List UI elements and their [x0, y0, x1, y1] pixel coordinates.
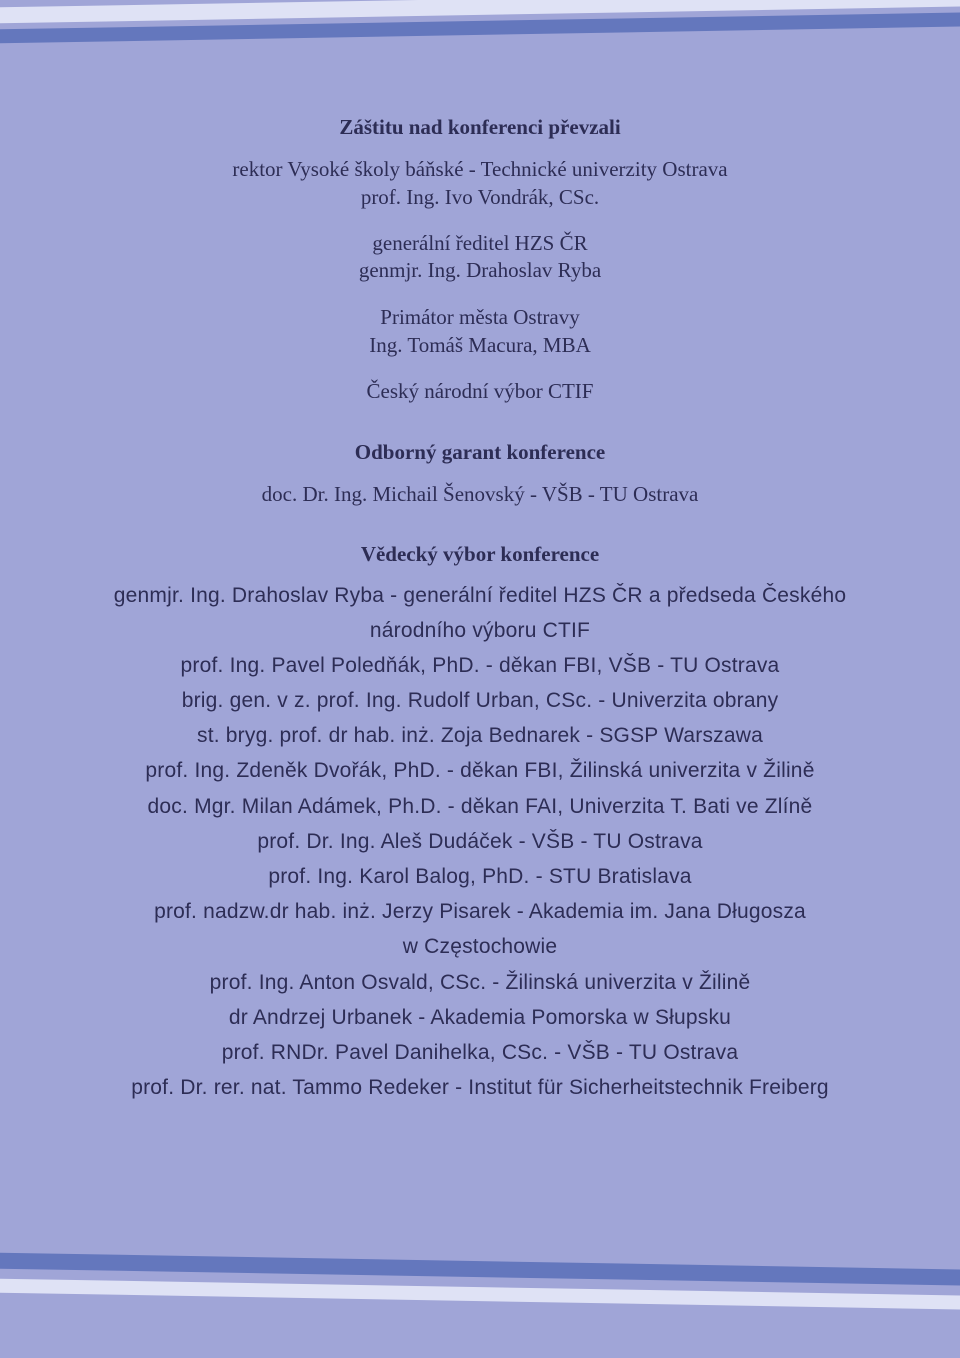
patronage-line: rektor Vysoké školy báňské - Technické univerzity Ostrava: [232, 157, 728, 181]
committee-line: prof. Ing. Pavel Poledňák, PhD. - děkan FBI, VŠB - TU Ostrava: [180, 654, 780, 677]
committee-line: dr Andrzej Urbanek - Akademia Pomorska w Słupsku: [228, 1006, 732, 1029]
committee-line: národního výboru CTIF: [369, 619, 591, 642]
committee-line: prof. RNDr. Pavel Danihelka, CSc. - VŠB - TU Ostrava: [221, 1041, 739, 1064]
committee-line: brig. gen. v z. prof. Ing. Rudolf Urban, CSc. - Univerzita obrany: [181, 689, 779, 712]
patronage-line: generální ředitel HZS ČR: [372, 231, 588, 255]
committee-line: doc. Mgr. Milan Adámek, Ph.D. - děkan FAI, Univerzita T. Bati ve Zlíně: [147, 795, 813, 818]
committee-line: prof. Dr. Ing. Aleš Dudáček - VŠB - TU Ostrava: [257, 830, 703, 853]
committee-heading: Vědecký výbor konference: [360, 542, 600, 566]
patronage-heading: Záštitu nad konferenci převzali: [339, 115, 621, 139]
committee-line: w Częstochowie: [402, 935, 558, 958]
patronage-line: Český národní výbor CTIF: [366, 379, 594, 403]
patronage-line: Primátor města Ostravy: [380, 305, 580, 329]
committee-line: prof. Ing. Zdeněk Dvořák, PhD. - děkan FBI, Žilinská univerzita v Žilině: [145, 759, 815, 782]
guarantor-heading: Odborný garant konference: [354, 440, 606, 464]
committee-line: st. bryg. prof. dr hab. inż. Zoja Bednarek - SGSP Warszawa: [197, 724, 763, 747]
committee-line: prof. Dr. rer. nat. Tammo Redeker - Institut für Sicherheitstechnik Freiberg: [131, 1076, 829, 1099]
patronage-line: genmjr. Ing. Drahoslav Ryba: [358, 258, 602, 282]
patronage-line: Ing. Tomáš Macura, MBA: [369, 333, 591, 357]
committee-line: prof. Ing. Anton Osvald, CSc. - Žilinská univerzita v Žilině: [209, 971, 751, 994]
committee-line: prof. Ing. Karol Balog, PhD. - STU Bratislava: [268, 865, 692, 888]
committee-line: prof. nadzw.dr hab. inż. Jerzy Pisarek - Akademia im. Jana Długosza: [154, 900, 806, 923]
patronage-line: prof. Ing. Ivo Vondrák, CSc.: [360, 185, 600, 209]
committee-line: genmjr. Ing. Drahoslav Ryba - generální ředitel HZS ČR a předseda Českého: [113, 584, 847, 607]
guarantor-line: doc. Dr. Ing. Michail Šenovský - VŠB - TU Ostrava: [261, 482, 699, 506]
